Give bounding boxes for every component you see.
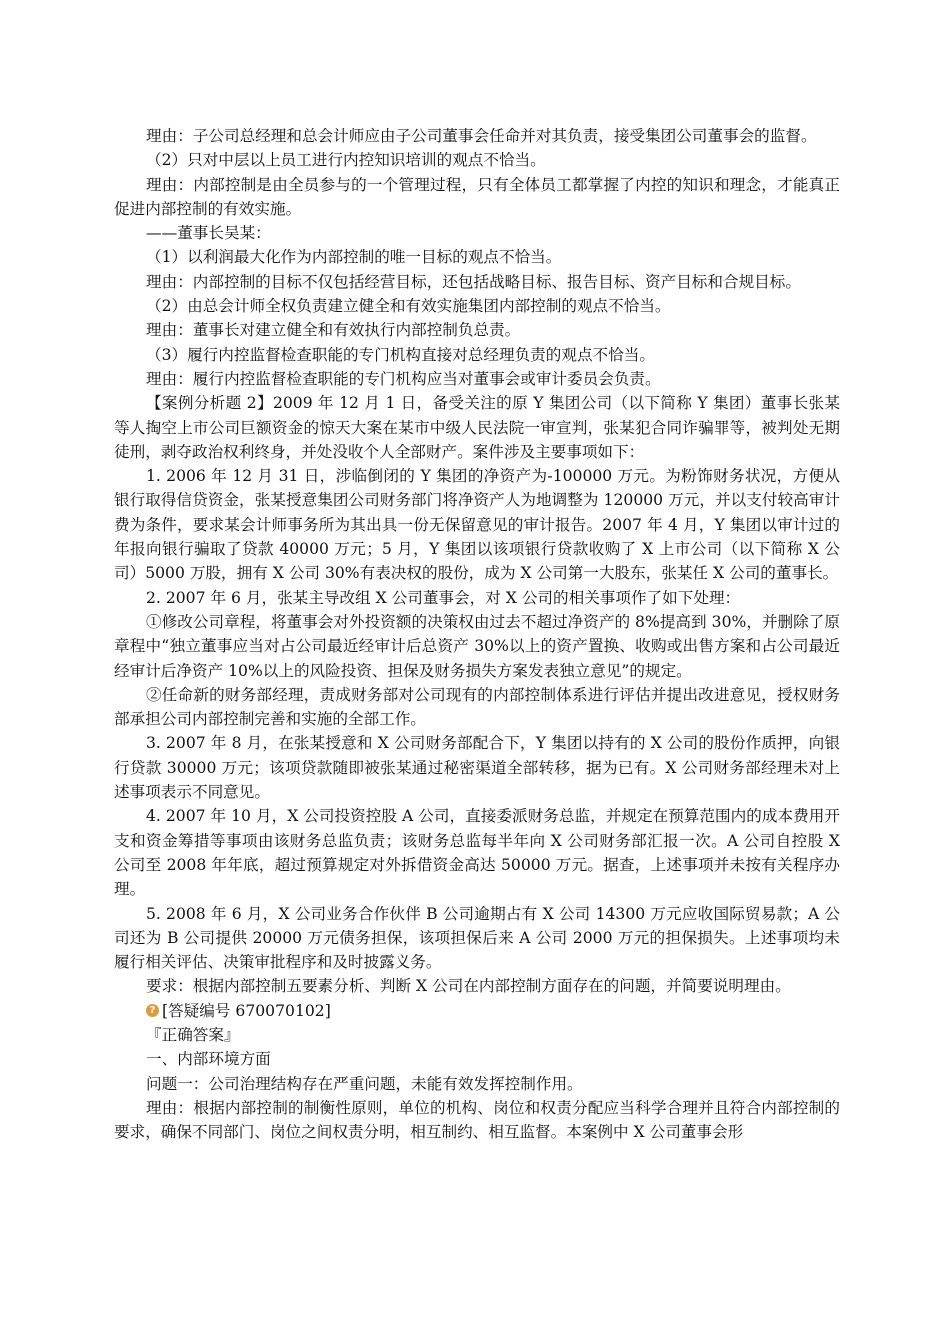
case-item-3: 3. 2007 年 8 月，在张某授意和 X 公司财务部配合下，Y 集团以持有的 X 公司的股份作质押，向银行贷款 30000 万元；该项贷款随即被张某通过秘密渠道全部转移，据为已有。X 公司财务部经理未对上述事项表示不同意见。 [114, 734, 840, 802]
case-item-2-a: ①修改公司章程，将董事会对外投资额的决策权由过去不超过净资产的 8%提高到 30%，并删除了原章程中“独立董事应当对占公司最近经审计后总资产 30%以上的资产置换、收购或出售方案和占公司最近经审计后净资产 10%以上的风险投资、担保及财务损失方案发表独立意见”的规定。 [114, 612, 840, 680]
qa-reference[interactable] [146, 999, 840, 1023]
reason-training: 理由：内部控制是由全员参与的一个管理过程，只有全体员工都掌握了内控的知识和理念，才能真正促进内部控制的有效实施。 [114, 175, 840, 218]
case-intro: 【案例分析题 2】2009 年 12 月 1 日，备受关注的原 Y 集团公司（以下简称 Y 集团）董事长张某等人掏空上市公司巨额资金的惊天大案在某市中级人民法院一审宣判，张某犯合同诈骗罪等，被判处无期徒刑，剥夺政治权利终身，并处没收个人全部财产。案件涉及主要事项如下： [114, 394, 840, 461]
chairman-wu-heading: ——董事长吴某： [146, 224, 271, 243]
problem-1: 问题一：公司治理结构存在严重问题，未能有效发挥控制作用。 [146, 1074, 583, 1093]
case-item-4: 4. 2007 年 10 月，X 公司投资控股 A 公司，直接委派财务总监，并规定在预算范围内的成本费用开支和资金筹措等事项由该财务总监负责；该财务总监每半年向 X 公司财务部汇报一次。A 公司自控股 X 公司至 2008 年年底，超过预算规定对外拆借资金高达 50000 万元。据查，上述事项并未按有关程序办理。 [114, 807, 840, 899]
case-item-2-b: ②任命新的财务部经理，责成财务部对公司现有的内部控制体系进行评估并提出改进意见，授权财务部承担公司内部控制完善和实施的全部工作。 [114, 685, 840, 729]
requirement: 要求：根据内部控制五要素分析、判断 X 公司在内部控制方面存在的问题，并简要说明理由。 [146, 977, 791, 996]
question-icon: ? [146, 1004, 159, 1017]
case-item-1: 1. 2006 年 12 月 31 日，涉临倒闭的 Y 集团的净资产为-100000 万元。为粉饰财务状况，方便从银行取得信贷资金，张某授意集团公司财务部门将净资产人为地调整为 120000 万元，并以支付较高审计费为条件，要求某会计师事务所为其出具一份无保留意见的审计报告。2007 年 4 月，Y 集团以审计过的年报向银行骗取了贷款 40000 万元；5 月，Y 集团以该项银行贷款收购了 X 上市公司（以下简称 X 公司）5000 万股，拥有 X 公司 30%有表决权的股份，成为 X 公司第一大股东，张某任 X 公司的董事长。 [114, 467, 840, 583]
case-item-2: 2. 2007 年 6 月，张某主导改组 X 公司董事会，对 X 公司的相关事项作了如下处理： [146, 588, 741, 607]
reason-profit: 理由：内部控制的目标不仅包括经营目标，还包括战略目标、报告目标、资产目标和合规目标。 [146, 272, 801, 291]
answer-heading: 『正确答案』 [146, 1025, 240, 1044]
qa-reference-text: [答疑编号 670070102] [162, 1001, 331, 1020]
point-accountant: （2）由总会计师全权负责建立健全和有效实施集团内部控制的观点不恰当。 [146, 297, 671, 316]
point-profit: （1）以利润最大化作为内部控制的唯一目标的观点不恰当。 [146, 248, 562, 267]
point-training: （2）只对中层以上员工进行内控知识培训的观点不恰当。 [146, 151, 546, 170]
reason-problem-1: 理由：根据内部控制的制衡性原则，单位的机构、岗位和权责分配应当科学合理并且符合内部控制的要求，确保不同部门、岗位之间权责分明，相互制约、相互监督。本案例中 X 公司董事会形 [114, 1098, 840, 1142]
reason-subsidiary: 理由：子公司总经理和总会计师应由子公司董事会任命并对其负责，接受集团公司董事会的监督。 [146, 127, 817, 145]
reason-supervision: 理由：履行内控监督检查职能的专门机构应当对董事会或审计委员会负责。 [146, 369, 661, 388]
case-item-5: 5. 2008 年 6 月，X 公司业务合作伙伴 B 公司逾期占有 X 公司 14300 万元应收国际贸易款；A 公司还为 B 公司提供 20000 万元债务担保，该项担保后来 A 公司 2000 万元的担保损失。上述事项均未履行相关评估、决策审批程序和及时披露义务。 [114, 904, 840, 972]
section-internal-environment: 一、内部环境方面 [146, 1050, 271, 1069]
reason-accountant: 理由：董事长对建立健全和有效执行内部控制负总责。 [146, 321, 521, 340]
point-supervision: （3）履行内控监督检查职能的专门机构直接对总经理负责的观点不恰当。 [146, 345, 655, 364]
